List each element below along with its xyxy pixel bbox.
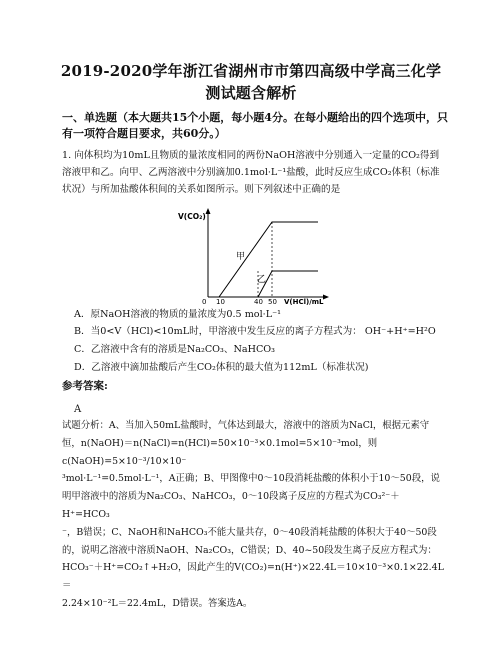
tick-label-10: 10 (216, 298, 225, 305)
option-b: B．当0<V（HCl)<10mL时，甲溶液中发生反应的离子方程式为： OH⁻+H⁺=H²O (74, 326, 436, 337)
question-text: 1. 向体积均为10mL且物质的量浓度相同的两份NaOH溶液中分别通入一定量的CO₂得到溶液甲和乙。向甲、乙两溶液中分别滴加0.1mol·L⁻¹盐酸，此时反应生成CO₂体积（标准状况）与所加盐酸体积间的关系如图所示。则下列叙述中正确的是 (62, 150, 440, 195)
document-title (40, 60, 462, 104)
y-axis-label: V(CO₂) (178, 212, 206, 221)
x-axis-arrow (323, 295, 329, 300)
title-line-2: 测试题含解析 (205, 84, 297, 102)
analysis-line: ⁻，B错误；C、NaOH和NaHCO₃不能大量共存，0～40段消耗盐酸的体积大于40～50段 (62, 526, 437, 538)
x-axis-label: V(HCl)/mL (284, 298, 324, 305)
option-a: A．原NaOH溶液的物质的量浓度为0.5 mol·L⁻¹ (74, 309, 281, 320)
curve-yi-label: 乙 (257, 275, 267, 285)
option-c: C．乙溶液中含有的溶质是Na₂CO₃、NaHCO₃ (74, 344, 276, 355)
answer-letter: A (74, 404, 82, 415)
analysis-text (62, 417, 444, 613)
analysis-line: 恒，n(NaOH)＝n(NaCl)=n(HCl)=50×10⁻³×0.1mol=5×10⁻³mol，则c(NaOH)=5×10⁻³/10×10⁻ (62, 437, 378, 467)
analysis-line: HCO₃⁻＋H⁺=CO₂↑+H₂O，因此产生的V(CO₂)=n(H⁺)×22.4L＝10×10⁻³×0.1×22.4L＝ (62, 562, 444, 592)
curve-jia-label: 甲 (236, 252, 246, 262)
analysis-line: 明甲溶液中的溶质为Na₂CO₃、NaHCO₃，0～10段离子反应的方程式为CO₃²⁻＋H⁺=HCO₃ (62, 491, 400, 520)
origin-label: 0 (202, 298, 207, 305)
answer-heading: 参考答案: (62, 380, 108, 392)
section-heading: 一、单选题（本大题共15个小题，每小题4分。在每小题给出的四个选项中，只有一项符合题目要求，共60分。） (62, 111, 448, 140)
y-axis-arrow (206, 208, 211, 214)
tick-label-50: 50 (268, 298, 277, 305)
analysis-line: 试题分析：A、当加入50mL盐酸时，气体达到最大，溶液中的溶质为NaCl，根据元素守 (62, 420, 430, 431)
analysis-line: 的，说明乙溶液中溶质NaOH、Na₂CO₃，C错误；D、40~50段发生离子反应方程式为： (62, 544, 437, 556)
reaction-graph (168, 205, 338, 305)
analysis-line: ³mol·L⁻¹=0.5mol·L⁻¹，A正确；B、甲图像中0～10段消耗盐酸的体积小于10～50段，说 (62, 473, 440, 485)
tick-label-40: 40 (254, 298, 263, 305)
option-d: D．乙溶液中滴加盐酸后产生CO₂体积的最大值为112mL（标准状况) (74, 362, 369, 373)
curve-jia (208, 222, 318, 297)
analysis-line: 2.24×10⁻²L＝22.4mL，D错误。答案选A。 (62, 597, 253, 609)
title-line-1: 2019-2020学年浙江省湖州市市第四高级中学高三化学 (60, 62, 442, 80)
